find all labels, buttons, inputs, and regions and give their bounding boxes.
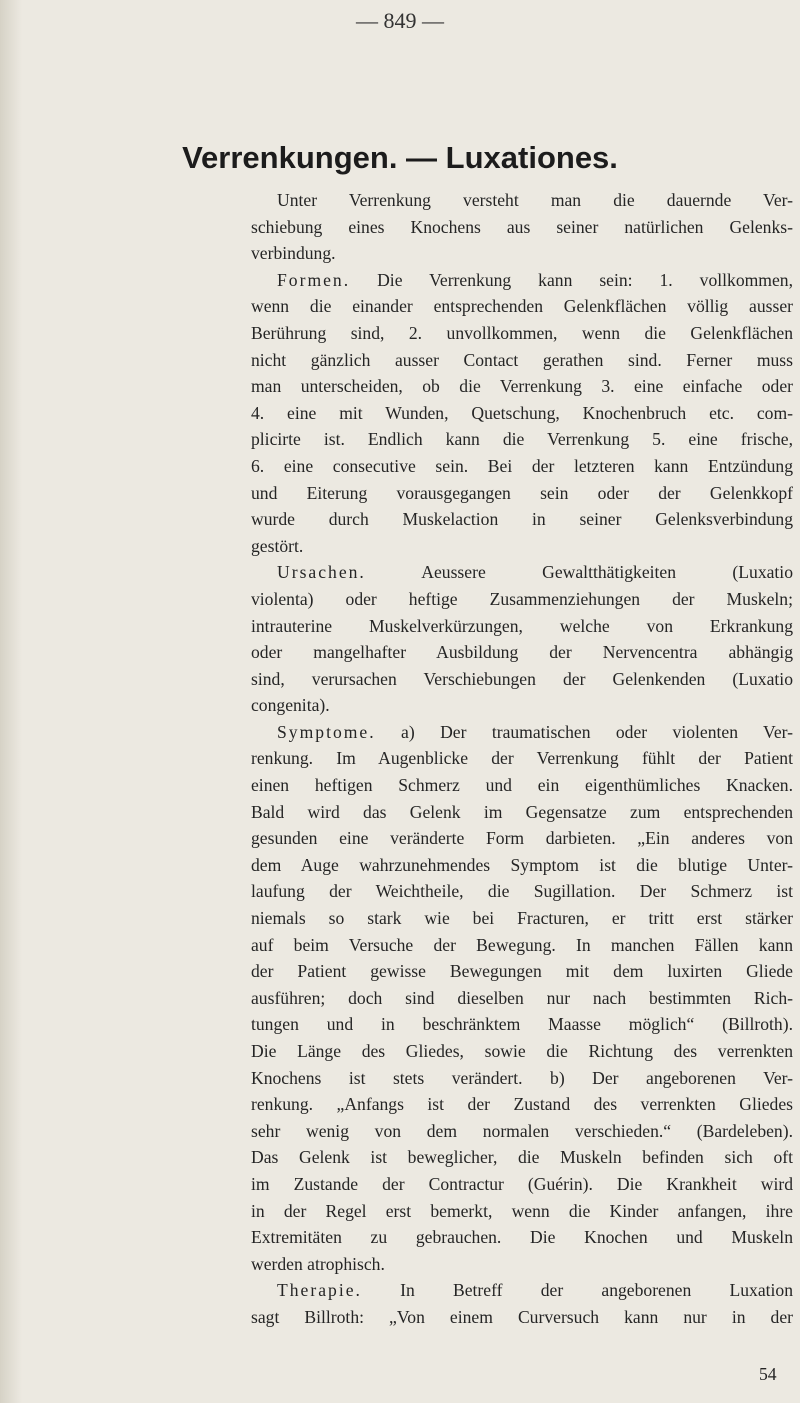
text-line: schiebung eines Knochens aus seiner natürlichen Gelenks- bbox=[251, 216, 793, 237]
text-line: Berührung sind, 2. unvollkommen, wenn die Gelenkflächen bbox=[251, 322, 793, 343]
text-line: plicirte ist. Endlich kann die Verrenkung 5. eine frische, bbox=[251, 429, 793, 450]
paragraph-lead: Ursachen. bbox=[277, 562, 366, 583]
text-line: laufung der Weichtheile, die Sugillation. Der Schmerz ist bbox=[251, 881, 793, 902]
text-line: man unterscheiden, ob die Verrenkung 3. eine einfache oder bbox=[251, 376, 793, 397]
text-line bbox=[251, 1277, 793, 1304]
text-line: renkung. „Anfangs ist der Zustand des verrenkten Gliedes bbox=[251, 1094, 793, 1115]
paragraph-lead: Formen. bbox=[277, 269, 351, 290]
text-line: gesunden eine veränderte Form darbieten. „Ein anderes von bbox=[251, 828, 793, 849]
text-line: ausführen; doch sind dieselben nur nach bestimmten Rich- bbox=[251, 987, 793, 1008]
text-line: Unter Verrenkung versteht man die dauernde Ver- bbox=[277, 190, 793, 210]
text-line: wenn die einander entsprechenden Gelenkflächen völlig ausser bbox=[251, 296, 793, 317]
text-line: 6. eine consecutive sein. Bei der letzteren kann Entzündung bbox=[251, 455, 793, 476]
text-line bbox=[251, 559, 793, 586]
text-line: verbindung. bbox=[251, 243, 336, 264]
text-line: einen heftigen Schmerz und ein eigenthümliches Knacken. bbox=[251, 775, 793, 796]
text-line bbox=[251, 267, 793, 294]
text-line: tungen und in beschränktem Maasse möglich“ (Billroth). bbox=[251, 1014, 793, 1035]
paragraph-lead: Symptome. bbox=[277, 721, 376, 742]
text-fragment: In Betreff der angeborenen Luxation bbox=[361, 1280, 793, 1301]
text-line: und Eiterung vorausgegangen sein oder der Gelenkkopf bbox=[251, 482, 793, 503]
text-line: niemals so stark wie bei Fracturen, er tritt erst stärker bbox=[251, 908, 793, 929]
text-line: sagt Billroth: „Von einem Curversuch kann nur in der bbox=[251, 1306, 793, 1327]
text-line: im Zustande der Contractur (Guérin). Die Krankheit wird bbox=[251, 1173, 793, 1194]
text-line: werden atrophisch. bbox=[251, 1253, 385, 1274]
paragraph-lead: Therapie. bbox=[277, 1280, 362, 1301]
text-line: oder mangelhafter Ausbildung der Nervencentra abhängig bbox=[251, 642, 793, 663]
body-text bbox=[251, 187, 793, 1331]
text-line: Extremitäten zu gebrauchen. Die Knochen und Muskeln bbox=[251, 1227, 793, 1248]
text-line: dem Auge wahrzunehmendes Symptom ist die blutige Unter- bbox=[251, 854, 793, 875]
text-line: auf beim Versuche der Bewegung. In manchen Fällen kann bbox=[251, 934, 793, 955]
page-gutter-shadow bbox=[0, 0, 22, 1403]
text-fragment: Aeussere Gewaltthätigkeiten (Luxatio bbox=[365, 562, 793, 583]
page-number: — 849 — bbox=[356, 8, 444, 33]
section-title: Verrenkungen. — Luxationes. bbox=[182, 140, 618, 175]
text-fragment: a) Der traumatischen oder violenten Ver- bbox=[375, 721, 793, 742]
text-line: 4. eine mit Wunden, Quetschung, Knochenbruch etc. com- bbox=[251, 402, 793, 423]
text-line: intrauterine Muskelverkürzungen, welche von Erkrankung bbox=[251, 615, 793, 636]
text-line: violenta) oder heftige Zusammenziehungen der Muskeln; bbox=[251, 588, 793, 609]
text-line: sehr wenig von dem normalen verschieden.“ (Bardeleben). bbox=[251, 1120, 793, 1141]
text-line: wurde durch Muskelaction in seiner Gelenksverbindung bbox=[251, 509, 793, 530]
text-line: gestört. bbox=[251, 535, 304, 556]
text-line: sind, verursachen Verschiebungen der Gelenkenden (Luxatio bbox=[251, 668, 793, 689]
text-line: Knochens ist stets verändert. b) Der angeborenen Ver- bbox=[251, 1067, 793, 1088]
text-fragment: Die Verrenkung kann sein: 1. vollkommen, bbox=[350, 269, 793, 290]
text-line bbox=[251, 719, 793, 746]
signature-mark: 54 bbox=[759, 1364, 777, 1384]
text-line: der Patient gewisse Bewegungen mit dem luxirten Gliede bbox=[251, 961, 793, 982]
text-line: nicht gänzlich ausser Contact gerathen sind. Ferner muss bbox=[251, 349, 793, 370]
text-line: congenita). bbox=[251, 695, 330, 716]
text-line: Bald wird das Gelenk im Gegensatze zum entsprechenden bbox=[251, 801, 793, 822]
text-line: renkung. Im Augenblicke der Verrenkung fühlt der Patient bbox=[251, 748, 793, 769]
text-line: in der Regel erst bemerkt, wenn die Kinder anfangen, ihre bbox=[251, 1200, 793, 1221]
text-line: Das Gelenk ist beweglicher, die Muskeln befinden sich oft bbox=[251, 1147, 793, 1168]
text-line: Die Länge des Gliedes, sowie die Richtung des verrenkten bbox=[251, 1041, 793, 1061]
